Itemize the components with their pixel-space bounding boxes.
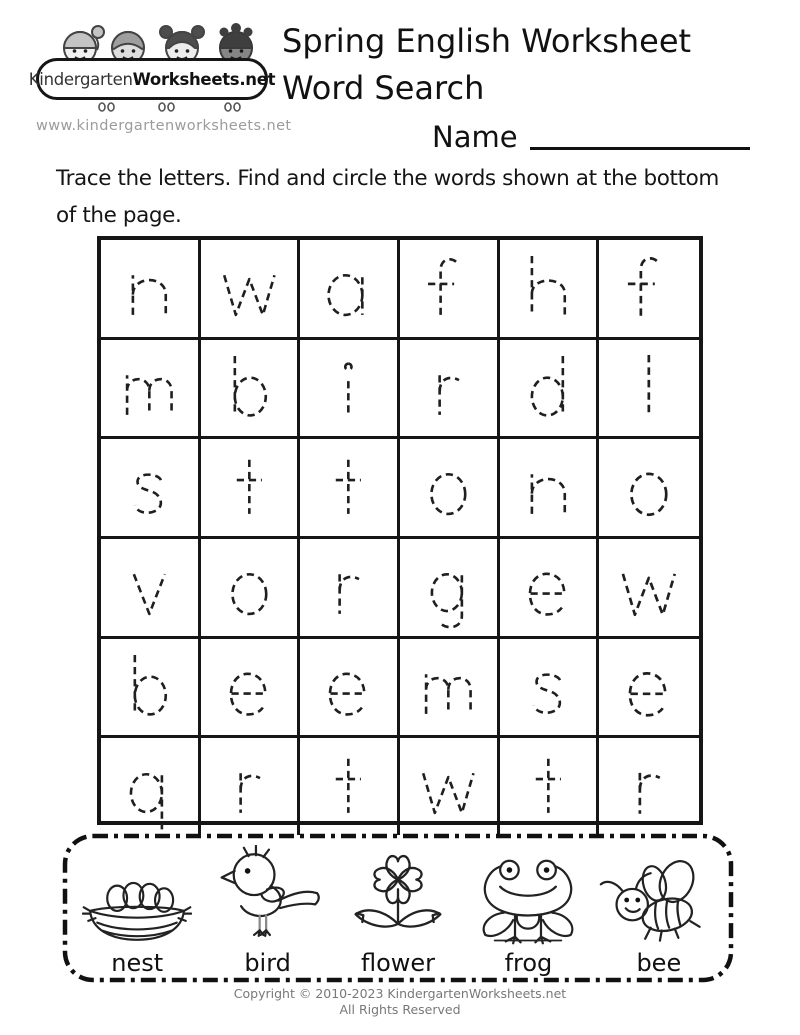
grid-cell-5-5 <box>599 738 699 835</box>
grid-cell-2-4 <box>500 439 600 539</box>
rights-text: All Rights Reserved <box>339 1002 461 1017</box>
word-bank-item-bee <box>594 853 724 977</box>
grid-cell-1-1 <box>201 340 301 440</box>
grid-cell-4-1 <box>201 639 301 739</box>
grid-cell-4-0 <box>101 639 201 739</box>
grid-cell-4-2 <box>300 639 400 739</box>
logo-text-light: Kindergarten <box>28 69 133 89</box>
grid-cell-3-2 <box>300 539 400 639</box>
grid-cell-1-5 <box>599 340 699 440</box>
grid-cell-1-3 <box>400 340 500 440</box>
grid-cell-1-0 <box>101 340 201 440</box>
logo <box>28 12 292 148</box>
grid-cell-4-5 <box>599 639 699 739</box>
word-bank-label: bee <box>636 949 682 977</box>
name-label: Name <box>432 120 518 154</box>
instructions-line-2: of the page. <box>56 203 182 228</box>
grid-cell-5-0 <box>101 738 201 835</box>
grid-cell-0-3 <box>400 240 500 340</box>
grid-cell-0-5 <box>599 240 699 340</box>
word-bank-label: bird <box>244 949 291 977</box>
instructions-line-1: Trace the letters. Find and circle the words shown at the bottom <box>56 166 719 191</box>
grid-cell-2-3 <box>400 439 500 539</box>
word-bank-item-bird <box>202 845 332 977</box>
logo-website-url: www.kindergartenworksheets.net <box>36 118 292 134</box>
grid-cell-4-3 <box>400 639 500 739</box>
word-bank-item-frog <box>463 857 593 977</box>
grid-cell-2-1 <box>201 439 301 539</box>
grid-cell-5-2 <box>300 738 400 835</box>
bee-image <box>599 853 719 947</box>
frog-image <box>472 857 584 947</box>
letter-grid <box>97 236 703 825</box>
grid-cell-3-3 <box>400 539 500 639</box>
page-title <box>282 18 782 112</box>
grid-cell-2-0 <box>101 439 201 539</box>
grid-cell-3-4 <box>500 539 600 639</box>
grid-cell-1-4 <box>500 340 600 440</box>
grid-cell-2-5 <box>599 439 699 539</box>
footer <box>0 986 800 1018</box>
grid-cell-4-4 <box>500 639 600 739</box>
word-bank <box>62 833 734 983</box>
grid-cell-5-4 <box>500 738 600 835</box>
grid-cell-0-2 <box>300 240 400 340</box>
word-bank-item-flower <box>333 843 463 977</box>
grid-cell-1-2 <box>300 340 400 440</box>
word-bank-label: frog <box>504 949 553 977</box>
bird-image <box>207 845 329 947</box>
grid-cell-0-0 <box>101 240 201 340</box>
grid-cell-3-0 <box>101 539 201 639</box>
grid-cell-0-1 <box>201 240 301 340</box>
flower-image <box>340 843 456 947</box>
word-bank-item-nest <box>72 873 202 977</box>
name-blank-line <box>530 147 750 150</box>
instructions <box>56 160 756 234</box>
grid-cell-3-1 <box>201 539 301 639</box>
name-field <box>432 120 750 154</box>
logo-wordmark <box>28 58 276 100</box>
grid-cell-5-1 <box>201 738 301 835</box>
title-line-1: Spring English Worksheet <box>282 22 692 60</box>
grid-cell-0-4 <box>500 240 600 340</box>
word-bank-label: flower <box>360 949 436 977</box>
title-line-2: Word Search <box>282 69 485 107</box>
word-bank-label: nest <box>111 949 164 977</box>
logo-text-bold: Worksheets.net <box>132 69 276 89</box>
logo-feet-illustration <box>36 98 268 116</box>
grid-cell-3-5 <box>599 539 699 639</box>
nest-image <box>82 873 192 947</box>
grid-cell-2-2 <box>300 439 400 539</box>
copyright-text: Copyright © 2010-2023 KindergartenWorksheets.net <box>233 986 567 1001</box>
grid-cell-5-3 <box>400 738 500 835</box>
